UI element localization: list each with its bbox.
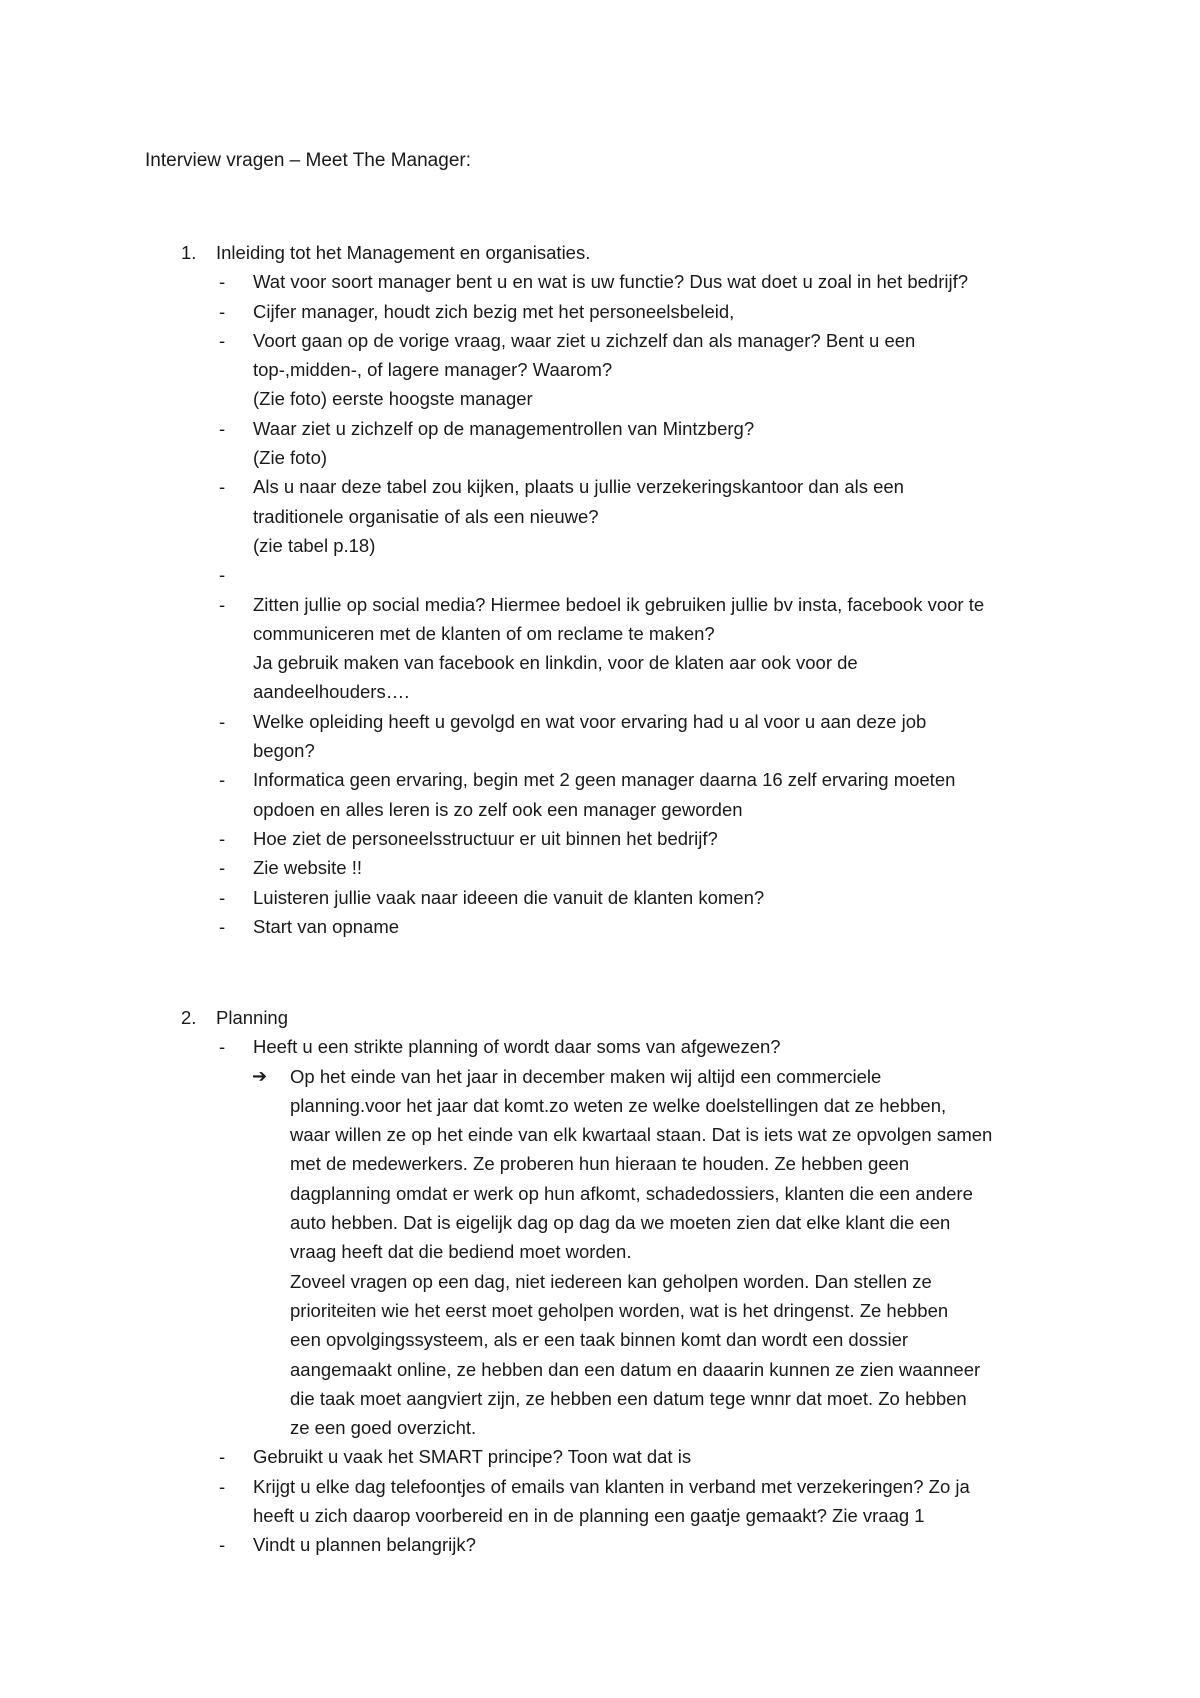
answer-line — [0, 1237, 1200, 1266]
answer-text: aangemaakt online, ze hebben dan een datum en daaarin kunnen ze zien waanneer — [290, 1358, 981, 1380]
list-item — [0, 267, 1200, 296]
list-item-text: Zie website !! — [253, 857, 362, 879]
answer-line — [0, 1091, 1200, 1120]
list-item-continuation — [0, 795, 1200, 824]
list-item-continuation — [0, 677, 1200, 706]
list-item — [0, 472, 1200, 501]
list-item-continuation — [0, 648, 1200, 677]
answer-text: met de medewerkers. Ze proberen hun hieraan te houden. Ze hebben geen — [290, 1153, 910, 1175]
list-item-text: opdoen en alles leren is zo zelf ook een manager geworden — [253, 798, 743, 820]
list-item — [0, 765, 1200, 794]
answer-text: Zoveel vragen op een dag, niet iedereen kan geholpen worden. Dan stellen ze — [290, 1270, 932, 1292]
list-item-text: (Zie foto) — [253, 447, 328, 469]
bullet-dash: - — [219, 1475, 226, 1497]
answer-text: auto hebben. Dat is eigelijk dag op dag da we moeten zien dat elke klant die een — [290, 1212, 951, 1234]
bullet-dash: - — [219, 1534, 226, 1556]
bullet-dash: - — [219, 271, 226, 293]
list-item — [0, 824, 1200, 853]
list-item — [0, 297, 1200, 326]
answer-line — [0, 1296, 1200, 1325]
bullet-dash: - — [219, 915, 226, 937]
list-item-text: Start van opname — [253, 915, 400, 937]
list-item — [0, 414, 1200, 443]
list-item-continuation — [0, 355, 1200, 384]
list-item-empty — [0, 560, 1200, 589]
answer-line — [0, 1355, 1200, 1384]
bullet-dash: - — [219, 417, 226, 439]
bullet-dash: - — [219, 857, 226, 879]
answer-line — [0, 1325, 1200, 1354]
list-item — [0, 1442, 1200, 1471]
bullet-dash: - — [219, 710, 226, 732]
section-introduction — [0, 238, 1200, 941]
list-item-continuation — [0, 443, 1200, 472]
list-item — [0, 1530, 1200, 1559]
document-title: Interview vragen – Meet The Manager: — [145, 150, 471, 171]
answer-line — [0, 1179, 1200, 1208]
answer-text: prioriteiten wie het eerst moet geholpen worden, wat is het dringenst. Ze hebben — [290, 1299, 949, 1321]
bullet-dash: - — [219, 886, 226, 908]
list-item — [0, 590, 1200, 619]
answer-line — [0, 1149, 1200, 1178]
bullet-dash: - — [219, 1446, 226, 1468]
list-item — [0, 707, 1200, 736]
list-item-text: traditionele organisatie of als een nieuwe? — [253, 505, 599, 527]
answer-line — [0, 1413, 1200, 1442]
bullet-dash: - — [219, 564, 226, 586]
bullet-dash: - — [219, 476, 226, 498]
list-item — [0, 1032, 1200, 1061]
list-item-text: Zitten jullie op social media? Hiermee bedoel ik gebruiken jullie bv insta, facebook voor te — [253, 593, 985, 615]
list-item-text: Voort gaan op de vorige vraag, waar ziet u zichzelf dan als manager? Bent u een — [253, 329, 916, 351]
section-planning — [0, 1003, 1200, 1560]
list-item — [0, 883, 1200, 912]
list-item-continuation — [0, 502, 1200, 531]
answer-line — [0, 1120, 1200, 1149]
list-item — [0, 853, 1200, 882]
bullet-dash: - — [219, 300, 226, 322]
section-heading — [0, 1003, 1200, 1032]
list-item-text: communiceren met de klanten of om reclame te maken? — [253, 622, 715, 644]
list-item — [0, 1472, 1200, 1501]
bullet-dash: - — [219, 827, 226, 849]
list-item-continuation — [0, 384, 1200, 413]
bullet-dash: - — [219, 1036, 226, 1058]
list-item-text: Waar ziet u zichzelf op de managementrollen van Mintzberg? — [253, 417, 755, 439]
arrow-right-icon: ➔ — [252, 1065, 268, 1087]
list-item-text: Welke opleiding heeft u gevolgd en wat voor ervaring had u al voor u aan deze job — [253, 710, 927, 732]
answer-text: dagplanning omdat er werk op hun afkomt, schadedossiers, klanten die een andere — [290, 1182, 973, 1204]
list-item — [0, 326, 1200, 355]
answer-line — [0, 1384, 1200, 1413]
bullet-dash: - — [219, 593, 226, 615]
list-item-continuation — [0, 619, 1200, 648]
bullet-dash: - — [219, 329, 226, 351]
answer-line — [0, 1267, 1200, 1296]
list-item-text: begon? — [253, 740, 315, 762]
section-number: 2. — [181, 1007, 197, 1028]
answer-text: planning.voor het jaar dat komt.zo weten ze welke doelstellingen dat ze hebben, — [290, 1094, 947, 1116]
list-item-text: Informatica geen ervaring, begin met 2 geen manager daarna 16 zelf ervaring moeten — [253, 769, 956, 791]
list-item-text: heeft u zich daarop voorbereid en in de planning een gaatje gemaakt? Zie vraag 1 — [253, 1505, 925, 1527]
list-item-text: Heeft u een strikte planning of wordt daar soms van afgewezen? — [253, 1036, 781, 1058]
list-item-text: Als u naar deze tabel zou kijken, plaats u jullie verzekeringskantoor dan als een — [253, 476, 904, 498]
list-item-text: (Zie foto) eerste hoogste manager — [253, 388, 533, 410]
list-item-text: Wat voor soort manager bent u en wat is uw functie? Dus wat doet u zoal in het bedrijf? — [253, 271, 969, 293]
list-item-text: Hoe ziet de personeelsstructuur er uit binnen het bedrijf? — [253, 827, 718, 849]
section-number: 1. — [181, 242, 197, 263]
list-item — [0, 912, 1200, 941]
section-title: Planning — [216, 1007, 289, 1028]
list-item-text: aandeelhouders…. — [253, 681, 410, 703]
list-item-text: Gebruikt u vaak het SMART principe? Toon wat dat is — [253, 1446, 692, 1468]
answer-text: ze een goed overzicht. — [290, 1417, 477, 1439]
answer-text: waar willen ze op het einde van elk kwartaal staan. Dat is iets wat ze opvolgen samen — [290, 1124, 993, 1146]
bullet-dash: - — [219, 769, 226, 791]
answer-line — [0, 1208, 1200, 1237]
list-item-text: Ja gebruik maken van facebook en linkdin, voor de klaten aar ook voor de — [253, 652, 858, 674]
section-heading — [0, 238, 1200, 267]
list-item-text: Luisteren jullie vaak naar ideeen die vanuit de klanten komen? — [253, 886, 765, 908]
section-title: Inleiding tot het Management en organisaties. — [216, 242, 591, 263]
list-item-text: Vindt u plannen belangrijk? — [253, 1534, 476, 1556]
list-item-text: Krijgt u elke dag telefoontjes of emails van klanten in verband met verzekeringen? Zo ja — [253, 1475, 970, 1497]
answer-text: vraag heeft dat die bediend moet worden. — [290, 1241, 632, 1263]
list-item-text: (zie tabel p.18) — [253, 534, 376, 556]
answer-text: een opvolgingssysteem, als er een taak binnen komt dan wordt een dossier — [290, 1329, 909, 1351]
list-item-continuation — [0, 736, 1200, 765]
list-item-continuation — [0, 531, 1200, 560]
list-item-text: Cijfer manager, houdt zich bezig met het personeelsbeleid, — [253, 300, 735, 322]
list-item-continuation — [0, 1501, 1200, 1530]
answer-text: Op het einde van het jaar in december maken wij altijd een commerciele — [290, 1065, 882, 1087]
answer-text: die taak moet aangviert zijn, ze hebben een datum tege wnnr dat moet. Zo hebben — [290, 1387, 967, 1409]
list-item-text: top-,midden-, of lagere manager? Waarom? — [253, 359, 613, 381]
answer-line — [0, 1062, 1200, 1091]
